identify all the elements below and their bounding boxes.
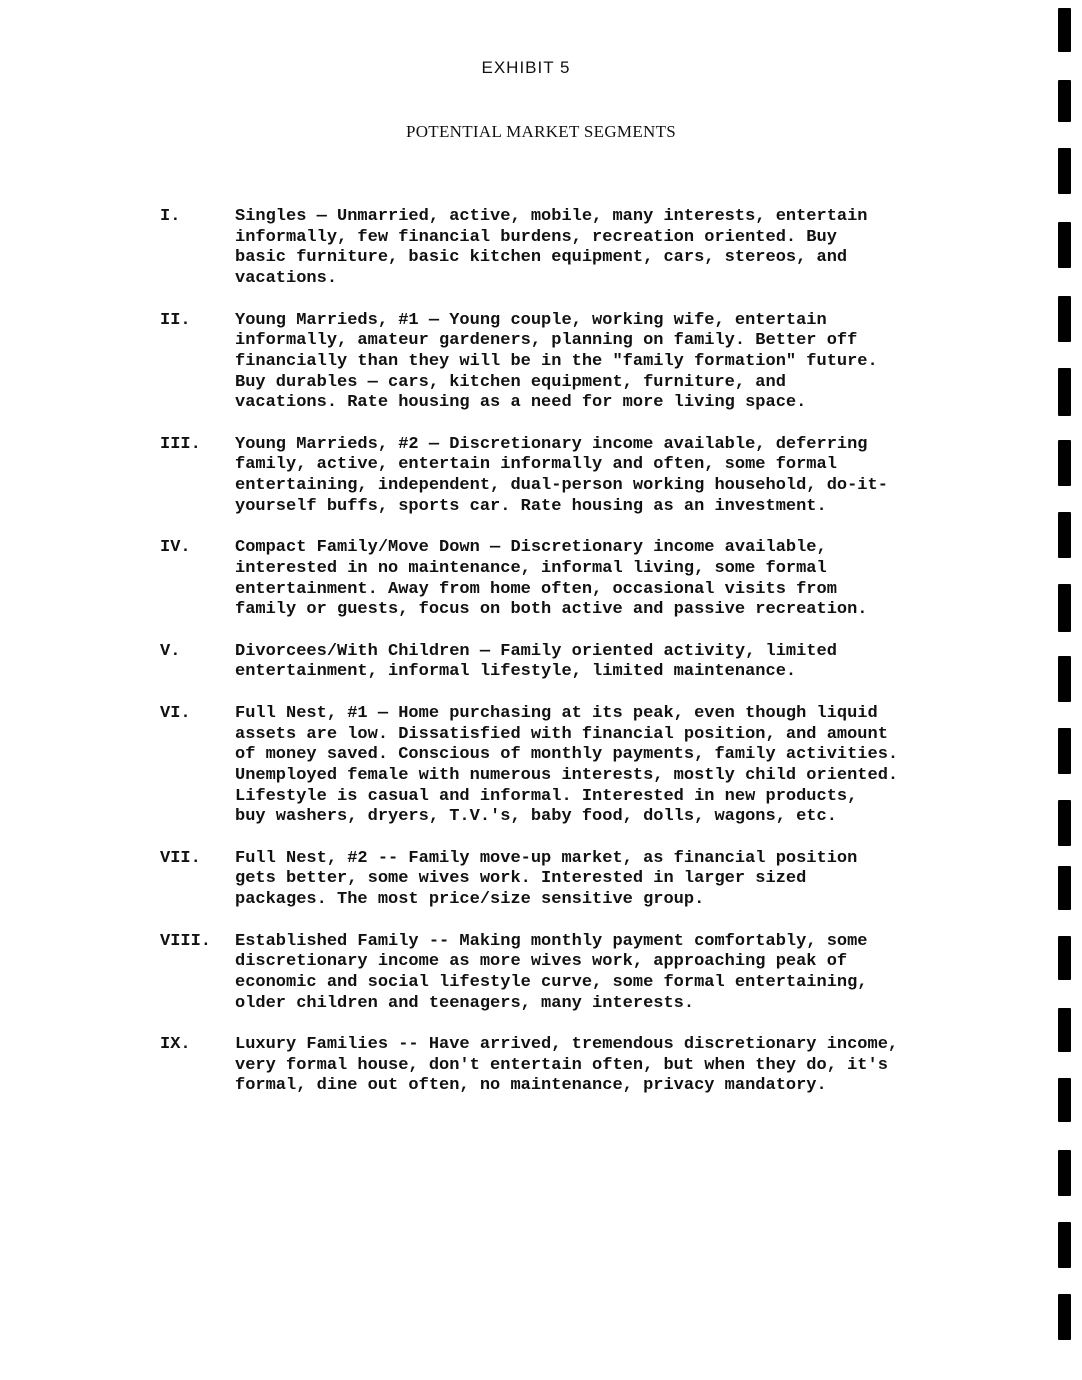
description-line: informally, few financial burdens, recreation oriented. Buy (235, 227, 837, 247)
description-line: family, active, entertain informally and often, some formal (235, 455, 837, 475)
segment-description (235, 932, 960, 1015)
description-line: gets better, some wives work. Interested in larger sized (235, 869, 807, 889)
description-line: discretionary income as more wives work, approaching peak of (235, 952, 848, 972)
description-line: informally, amateur gardeners, planning on family. Better off (235, 331, 858, 351)
description-line: vacations. Rate housing as a need for more living space. (235, 393, 807, 413)
segment-numeral: II. (160, 310, 191, 330)
binding-mark (1058, 440, 1071, 486)
description-line: family or guests, focus on both active and passive recreation. (235, 600, 868, 620)
description-line: Singles — Unmarried, active, mobile, many interests, entertain (235, 207, 868, 226)
binding-mark (1058, 936, 1071, 980)
segment-numeral: VIII. (160, 931, 212, 951)
segment-item (160, 1035, 960, 1097)
binding-mark (1058, 800, 1071, 846)
segment-item (160, 435, 960, 518)
description-line: entertaining, independent, dual-person working household, do-it- (235, 476, 888, 496)
description-line: older children and teenagers, many interests. (235, 993, 695, 1013)
description-line: Luxury Families -- Have arrived, tremendous discretionary income, (235, 1035, 899, 1054)
segment-description (235, 849, 960, 911)
description-line: basic furniture, basic kitchen equipment, cars, stereos, and (235, 248, 848, 268)
description-line: vacations. (235, 269, 338, 289)
binding-mark (1058, 728, 1071, 774)
description-line: assets are low. Dissatisfied with financial position, and amount (235, 724, 888, 744)
segment-item (160, 311, 960, 415)
description-line: Young Marrieds, #1 — Young couple, working wife, entertain (235, 310, 827, 330)
segment-item (160, 642, 960, 683)
description-line: Full Nest, #2 -- Family move-up market, as financial position (235, 848, 858, 868)
segment-description (235, 642, 960, 683)
binding-mark (1058, 656, 1071, 702)
description-line: buy washers, dryers, T.V.'s, baby food, dolls, wagons, etc. (235, 807, 837, 827)
segment-description (235, 538, 960, 621)
binding-mark (1058, 584, 1071, 632)
description-line: Established Family -- Making monthly payment comfortably, some (235, 931, 868, 951)
binding-mark (1058, 1294, 1071, 1340)
description-line: Full Nest, #1 — Home purchasing at its peak, even though liquid (235, 703, 878, 723)
segment-description (235, 704, 960, 828)
binding-mark (1058, 1078, 1071, 1122)
binding-mark (1058, 512, 1071, 558)
binding-mark (1058, 1008, 1071, 1052)
binding-mark (1058, 368, 1071, 416)
segment-description (235, 311, 960, 415)
binding-mark (1058, 296, 1071, 342)
description-line: Divorcees/With Children — Family oriented activity, limited (235, 641, 837, 661)
description-line: Young Marrieds, #2 — Discretionary income available, deferring (235, 434, 868, 454)
description-line: Unemployed female with numerous interests, mostly child oriented. (235, 765, 899, 785)
segment-numeral: V. (160, 641, 181, 661)
binding-mark (1058, 80, 1071, 122)
segment-numeral: I. (160, 207, 181, 226)
segment-description (235, 207, 960, 290)
binding-mark (1058, 1222, 1071, 1268)
segment-list (160, 207, 960, 1118)
segment-numeral: VII. (160, 848, 201, 868)
segment-numeral: IX. (160, 1035, 191, 1054)
segment-item (160, 207, 960, 290)
binding-mark (1058, 222, 1071, 268)
description-line: Lifestyle is casual and informal. Interested in new products, (235, 786, 858, 806)
binding-mark (1058, 8, 1071, 52)
segment-item (160, 704, 960, 828)
exhibit-label: EXHIBIT 5 (481, 58, 571, 77)
segment-description (235, 435, 960, 518)
description-line: very formal house, don't entertain often, but when they do, it's (235, 1055, 888, 1075)
binding-mark (1058, 148, 1071, 194)
description-line: interested in no maintenance, informal living, some formal (235, 558, 827, 578)
segment-description (235, 1035, 960, 1097)
description-line: financially than they will be in the "family formation" future. (235, 351, 878, 371)
description-line: of money saved. Conscious of monthly payments, family activities. (235, 745, 899, 765)
page-title: POTENTIAL MARKET SEGMENTS (405, 122, 677, 141)
description-line: formal, dine out often, no maintenance, privacy mandatory. (235, 1076, 827, 1096)
segment-numeral: VI. (160, 703, 191, 723)
segment-item (160, 538, 960, 621)
description-line: economic and social lifestyle curve, some formal entertaining, (235, 972, 868, 992)
description-line: yourself buffs, sports car. Rate housing as an investment. (235, 496, 827, 516)
segment-item (160, 932, 960, 1015)
binding-mark (1058, 1150, 1071, 1196)
description-line: Buy durables — cars, kitchen equipment, furniture, and (235, 372, 786, 392)
segment-numeral: III. (160, 434, 201, 454)
description-line: Compact Family/Move Down — Discretionary income available, (235, 538, 827, 558)
binding-mark (1058, 866, 1071, 910)
description-line: entertainment, informal lifestyle, limited maintenance. (235, 662, 797, 682)
description-line: entertainment. Away from home often, occasional visits from (235, 579, 837, 599)
description-line: packages. The most price/size sensitive group. (235, 890, 705, 910)
segment-item (160, 849, 960, 911)
segment-numeral: IV. (160, 538, 191, 558)
